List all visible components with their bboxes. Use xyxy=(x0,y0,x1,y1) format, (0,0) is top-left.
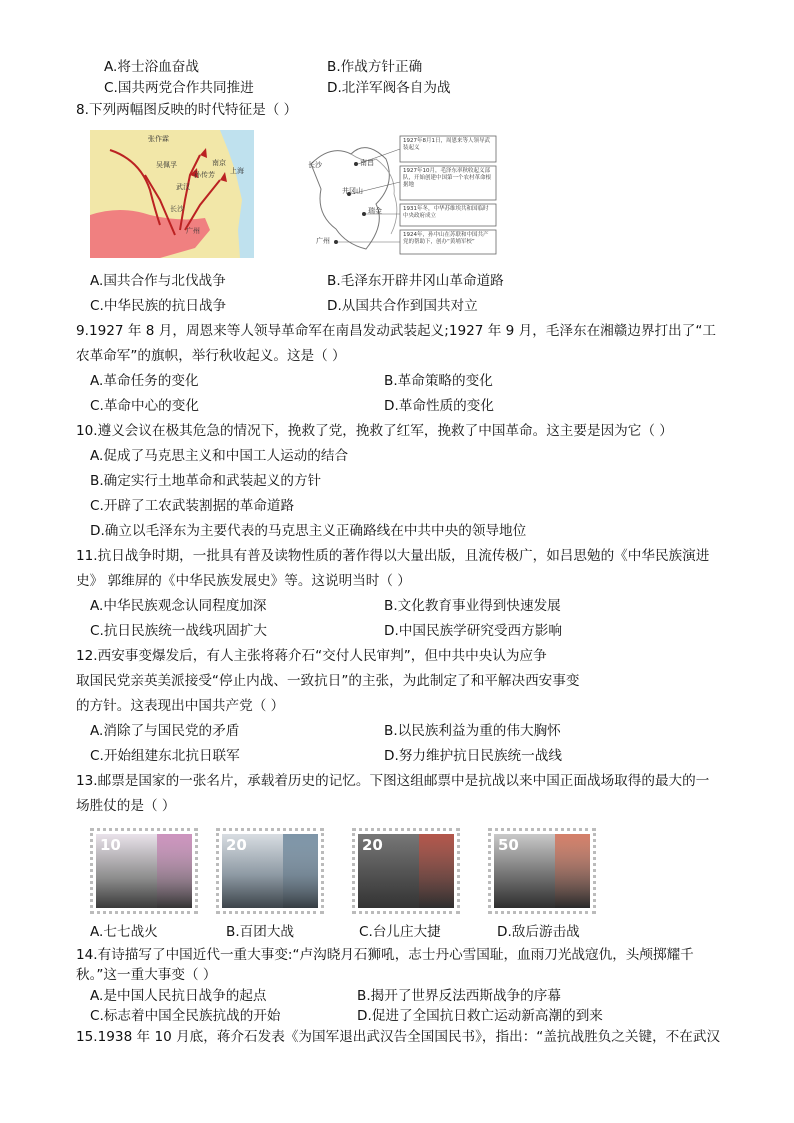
map-city-guangzhou: 广州 xyxy=(316,237,330,245)
q12-option-d: D.努力维护抗日民族统一战线 xyxy=(384,748,562,764)
question-8-stem: 8.下列两幅图反映的时代特征是（ ） xyxy=(76,102,298,118)
question-9-stem-line-2: 农革命军”的旗帜，举行秋收起义。这是（ ） xyxy=(76,348,346,364)
stamp-a-value: 10 xyxy=(100,836,121,854)
q13-option-a: A.七七战火 xyxy=(90,924,158,940)
stamp-d-band xyxy=(555,834,590,908)
stamp-c-value: 20 xyxy=(362,836,383,854)
map-label-wu: 吴佩孚 xyxy=(156,161,177,169)
q13-option-d: D.敌后游击战 xyxy=(497,924,580,940)
q9-option-a: A.革命任务的变化 xyxy=(90,373,199,389)
stamp-a xyxy=(90,828,198,914)
q10-option-c: C.开辟了工农武装割据的革命道路 xyxy=(90,498,295,514)
map-note-2: 1927年10月，毛泽东率秋收起义部队，开始创建中国第一个农村革命根据地 xyxy=(403,168,492,188)
stamp-b-value: 20 xyxy=(226,836,247,854)
stamp-b-band xyxy=(283,834,318,908)
question-12-stem-line-2: 取国民党亲英美派接受“停止内战、一致抗日”的主张，为此制定了和平解决西安事变 xyxy=(76,673,580,689)
q11-option-a: A.中华民族观念认同程度加深 xyxy=(90,598,267,614)
q8-option-b: B.毛泽东开辟井冈山革命道路 xyxy=(327,273,504,289)
q14-option-b: B.揭开了世界反法西斯战争的序幕 xyxy=(357,988,561,1004)
question-13-stem-line-1: 13.邮票是国家的一张名片，承载着历史的记忆。下图这组邮票中是抗战以来中国正面战场取得的最大的一 xyxy=(76,773,710,789)
q12-option-a: A.消除了与国民党的矛盾 xyxy=(90,723,240,739)
revolution-base-map xyxy=(306,134,504,256)
question-14-stem-line-2: 秋。”这一重大事变（ ） xyxy=(76,967,217,983)
q8-option-a: A.国共合作与北伐战争 xyxy=(90,273,226,289)
q12-option-c: C.开始组建东北抗日联军 xyxy=(90,748,240,764)
map-label-nanjing: 南京 xyxy=(212,159,226,167)
map-note-4: 1924年，孙中山在苏联和中国共产党的帮助下，创办“黄埔军校” xyxy=(403,232,489,245)
q10-option-a: A.促成了马克思主义和中国工人运动的结合 xyxy=(90,448,349,464)
q8-option-d: D.从国共合作到国共对立 xyxy=(327,298,478,314)
map-label-guangzhou: 广州 xyxy=(186,227,200,235)
question-14-stem-line-1: 14.有诗描写了中国近代一重大事变:“卢沟晓月石狮吼，志士丹心雪国耻，血雨刀光战寇仇，头颅掷耀千 xyxy=(76,947,694,963)
q7-option-b: B.作战方针正确 xyxy=(327,59,423,75)
map-city-nanchang: 南昌 xyxy=(360,159,374,167)
q9-option-d: D.革命性质的变化 xyxy=(384,398,494,414)
stamp-b xyxy=(216,828,324,914)
q10-option-b: B.确定实行土地革命和武装起义的方针 xyxy=(90,473,322,489)
map-label-zhang: 张作霖 xyxy=(148,135,169,143)
map-note-1: 1927年8月1日，周恩来等人领导武装起义 xyxy=(403,138,490,151)
map-label-sun: 孙传芳 xyxy=(194,171,215,179)
q11-option-d: D.中国民族学研究受西方影响 xyxy=(384,623,562,639)
question-11-stem-line-1: 11.抗日战争时期，一批具有普及读物性质的著作得以大量出版，且流传极广，如吕思勉的《中华民族演进 xyxy=(76,548,710,564)
q12-option-b: B.以民族利益为重的伟大胸怀 xyxy=(384,723,561,739)
q14-option-d: D.促进了全国抗日救亡运动新高潮的到来 xyxy=(357,1008,603,1024)
map-note-3: 1931年冬，中华苏维埃共和国临时中央政府成立 xyxy=(403,206,489,219)
q7-option-c: C.国共两党合作共同推进 xyxy=(104,80,254,96)
question-13-stem-line-2: 场胜仗的是（ ） xyxy=(76,798,176,814)
q7-option-d: D.北洋军阀各自为战 xyxy=(327,80,451,96)
q10-option-d: D.确立以毛泽东为主要代表的马克思主义正确路线在中共中央的领导地位 xyxy=(90,523,527,539)
q11-option-c: C.抗日民族统一战线巩固扩大 xyxy=(90,623,267,639)
map-label-shanghai: 上海 xyxy=(230,167,244,175)
q13-option-c: C.台儿庄大捷 xyxy=(359,924,441,940)
map-label-wuhan: 武汉 xyxy=(176,183,190,191)
northern-expedition-map-graphic xyxy=(90,130,254,258)
question-9-stem-line-1: 9.1927 年 8 月，周恩来等人领导革命军在南昌发动武装起义;1927 年 9 月，毛泽东在湘赣边界打出了“工 xyxy=(76,323,716,339)
question-12-stem-line-3: 的方针。这表现出中国共产党（ ） xyxy=(76,698,285,714)
stamp-a-band xyxy=(157,834,192,908)
stamp-c-band xyxy=(419,834,454,908)
q14-option-c: C.标志着中国全民族抗战的开始 xyxy=(90,1008,281,1024)
q11-option-b: B.文化教育事业得到快速发展 xyxy=(384,598,561,614)
q7-option-a: A.将士浴血奋战 xyxy=(104,59,199,75)
stamp-c xyxy=(352,828,460,914)
q9-option-b: B.革命策略的变化 xyxy=(384,373,493,389)
q13-option-b: B.百团大战 xyxy=(226,924,295,940)
map-city-changsha: 长沙 xyxy=(308,161,322,169)
stamp-d xyxy=(488,828,596,914)
q9-option-c: C.革命中心的变化 xyxy=(90,398,199,414)
question-11-stem-line-2: 史》 郭维屏的《中华民族发展史》等。这说明当时（ ） xyxy=(76,573,411,589)
map-city-jinggangshan: 井冈山 xyxy=(342,187,363,195)
question-12-stem-line-1: 12.西安事变爆发后，有人主张将蒋介石“交付人民审判”，但中共中央认为应争 xyxy=(76,648,547,664)
map-city-ruijin: 瑞金 xyxy=(368,207,382,215)
question-15-stem-line-1: 15.1938 年 10 月底，蒋介石发表《为国军退出武汉告全国国民书》，指出：“盖抗战胜负之关键，不在武汉 xyxy=(76,1029,721,1045)
stamp-d-value: 50 xyxy=(498,836,519,854)
q14-option-a: A.是中国人民抗日战争的起点 xyxy=(90,988,267,1004)
q8-option-c: C.中华民族的抗日战争 xyxy=(90,298,227,314)
map-label-changsha: 长沙 xyxy=(170,205,184,213)
northern-expedition-map xyxy=(90,130,254,258)
question-10-stem: 10.遵义会议在极其危急的情况下，挽救了党，挽救了红军，挽救了中国革命。这主要是因为它（ ） xyxy=(76,423,673,439)
